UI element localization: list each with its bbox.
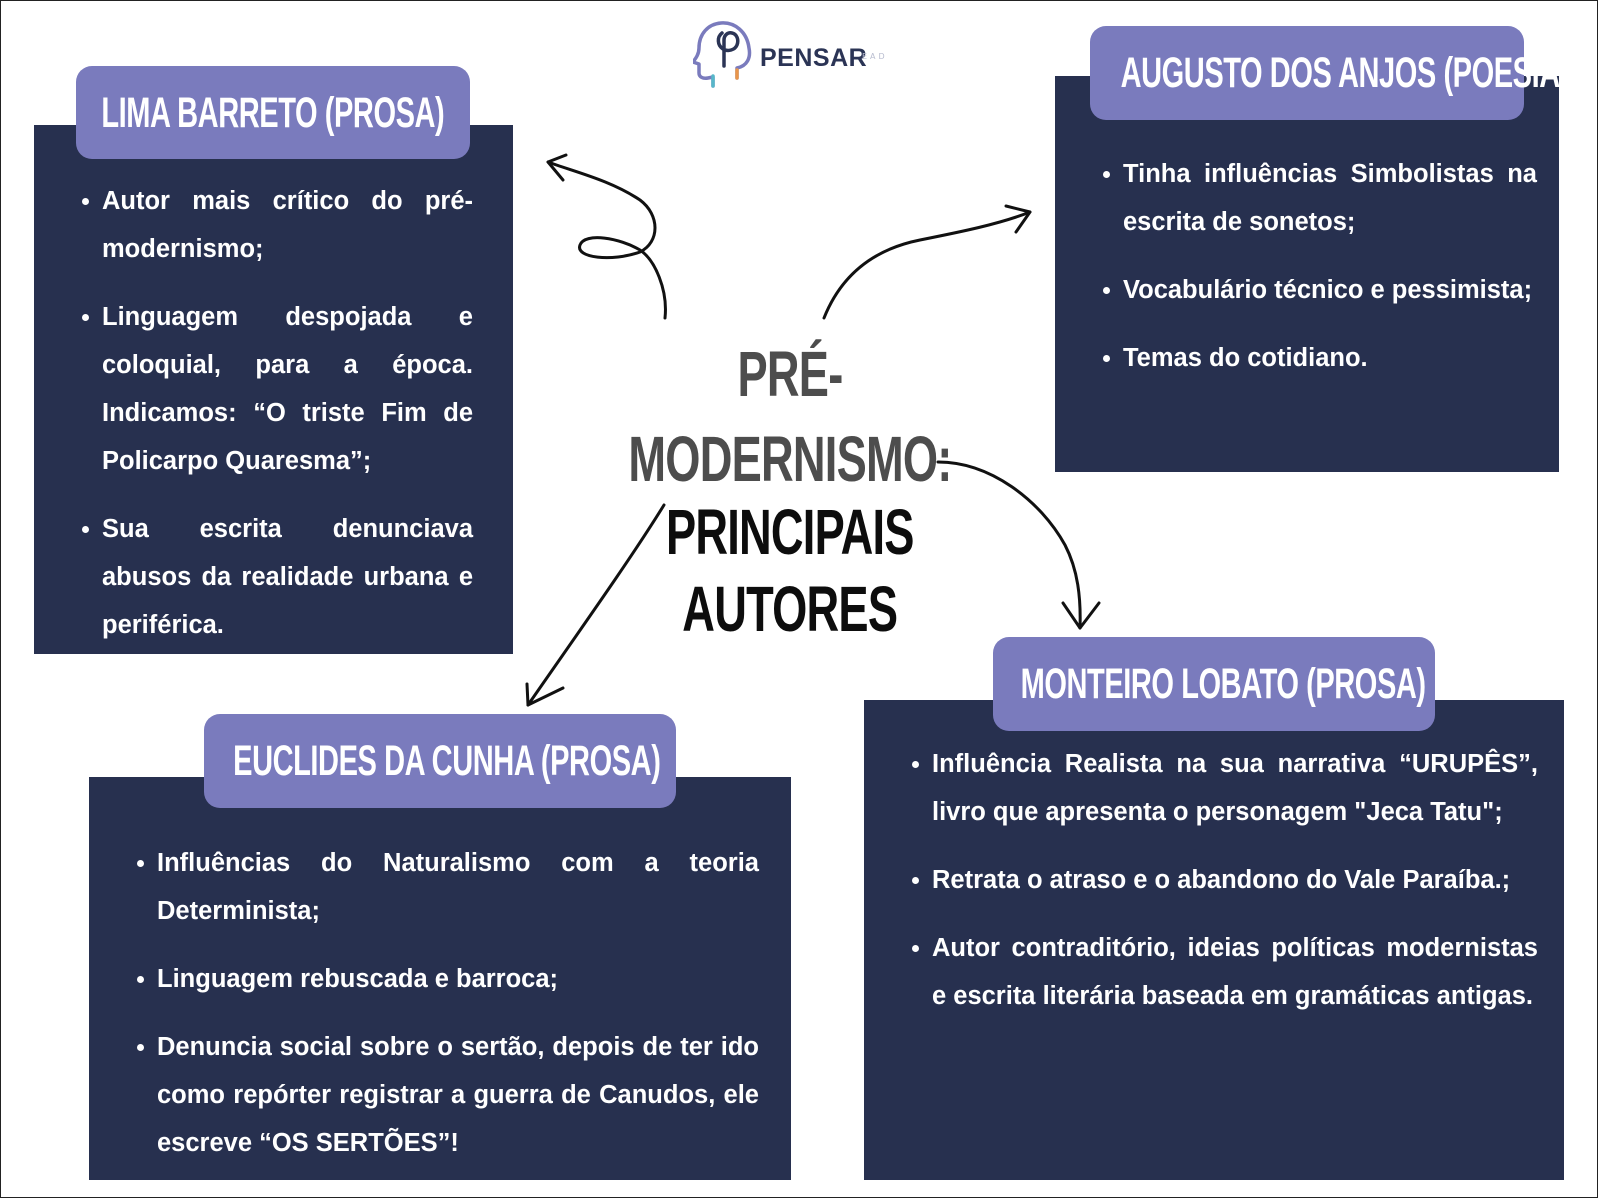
header-lima-barreto: LIMA BARRETO (PROSA) xyxy=(76,66,470,159)
list-item: Influência Realista na sua narrativa “URUPÊS”, livro que apresenta o personagem "Jeca Tatu"; xyxy=(932,740,1538,836)
card-augusto-dos-anjos xyxy=(1055,76,1559,472)
brand-suffix: EAD xyxy=(862,52,888,61)
title-line-2: PRINCIPAIS xyxy=(666,496,914,569)
list-item: Autor mais crítico do pré-modernismo; xyxy=(102,177,473,273)
header-monteiro-lobato: MONTEIRO LOBATO (PROSA) xyxy=(993,637,1435,731)
arrow-to-lima-barreto xyxy=(548,162,665,318)
list-item: Linguagem rebuscada e barroca; xyxy=(157,955,759,1003)
lima-barreto-list xyxy=(74,177,473,649)
list-item: Retrata o atraso e o abandono do Vale Paraíba.; xyxy=(932,856,1538,904)
header-augusto-dos-anjos: AUGUSTO DOS ANJOS (POESIA) xyxy=(1090,26,1524,120)
card-lima-barreto xyxy=(34,125,513,654)
list-item: Influências do Naturalismo com a teoria Determinista; xyxy=(157,839,759,935)
header-euclides-da-cunha: EUCLIDES DA CUNHA (PROSA) xyxy=(204,714,676,808)
title-line-3: AUTORES xyxy=(682,573,898,646)
arrow-to-augusto xyxy=(824,212,1030,318)
main-title xyxy=(555,340,1025,648)
monteiro-list xyxy=(904,740,1538,1020)
brand-name: PENSAR xyxy=(760,44,868,72)
card-euclides-da-cunha xyxy=(89,777,791,1180)
list-item: Denuncia social sobre o sertão, depois de ter ido como repórter registrar a guerra de Canudos, ele escreve “OS SERTÕES”! xyxy=(157,1023,759,1167)
euclides-list xyxy=(129,839,759,1167)
list-item: Temas do cotidiano. xyxy=(1123,334,1537,382)
list-item: Sua escrita denunciava abusos da realidade urbana e periférica. xyxy=(102,505,473,649)
list-item: Linguagem despojada e coloquial, para a época. Indicamos: “O triste Fim de Policarpo Quaresma”; xyxy=(102,293,473,485)
title-line-1: PRÉ-MODERNISMO: xyxy=(628,338,952,496)
card-monteiro-lobato xyxy=(864,700,1564,1180)
list-item: Tinha influências Simbolistas na escrita de sonetos; xyxy=(1123,150,1537,246)
augusto-list xyxy=(1095,150,1537,382)
list-item: Vocabulário técnico e pessimista; xyxy=(1123,266,1537,314)
list-item: Autor contraditório, ideias políticas modernistas e escrita literária baseada em gramáticas antigas. xyxy=(932,924,1538,1020)
